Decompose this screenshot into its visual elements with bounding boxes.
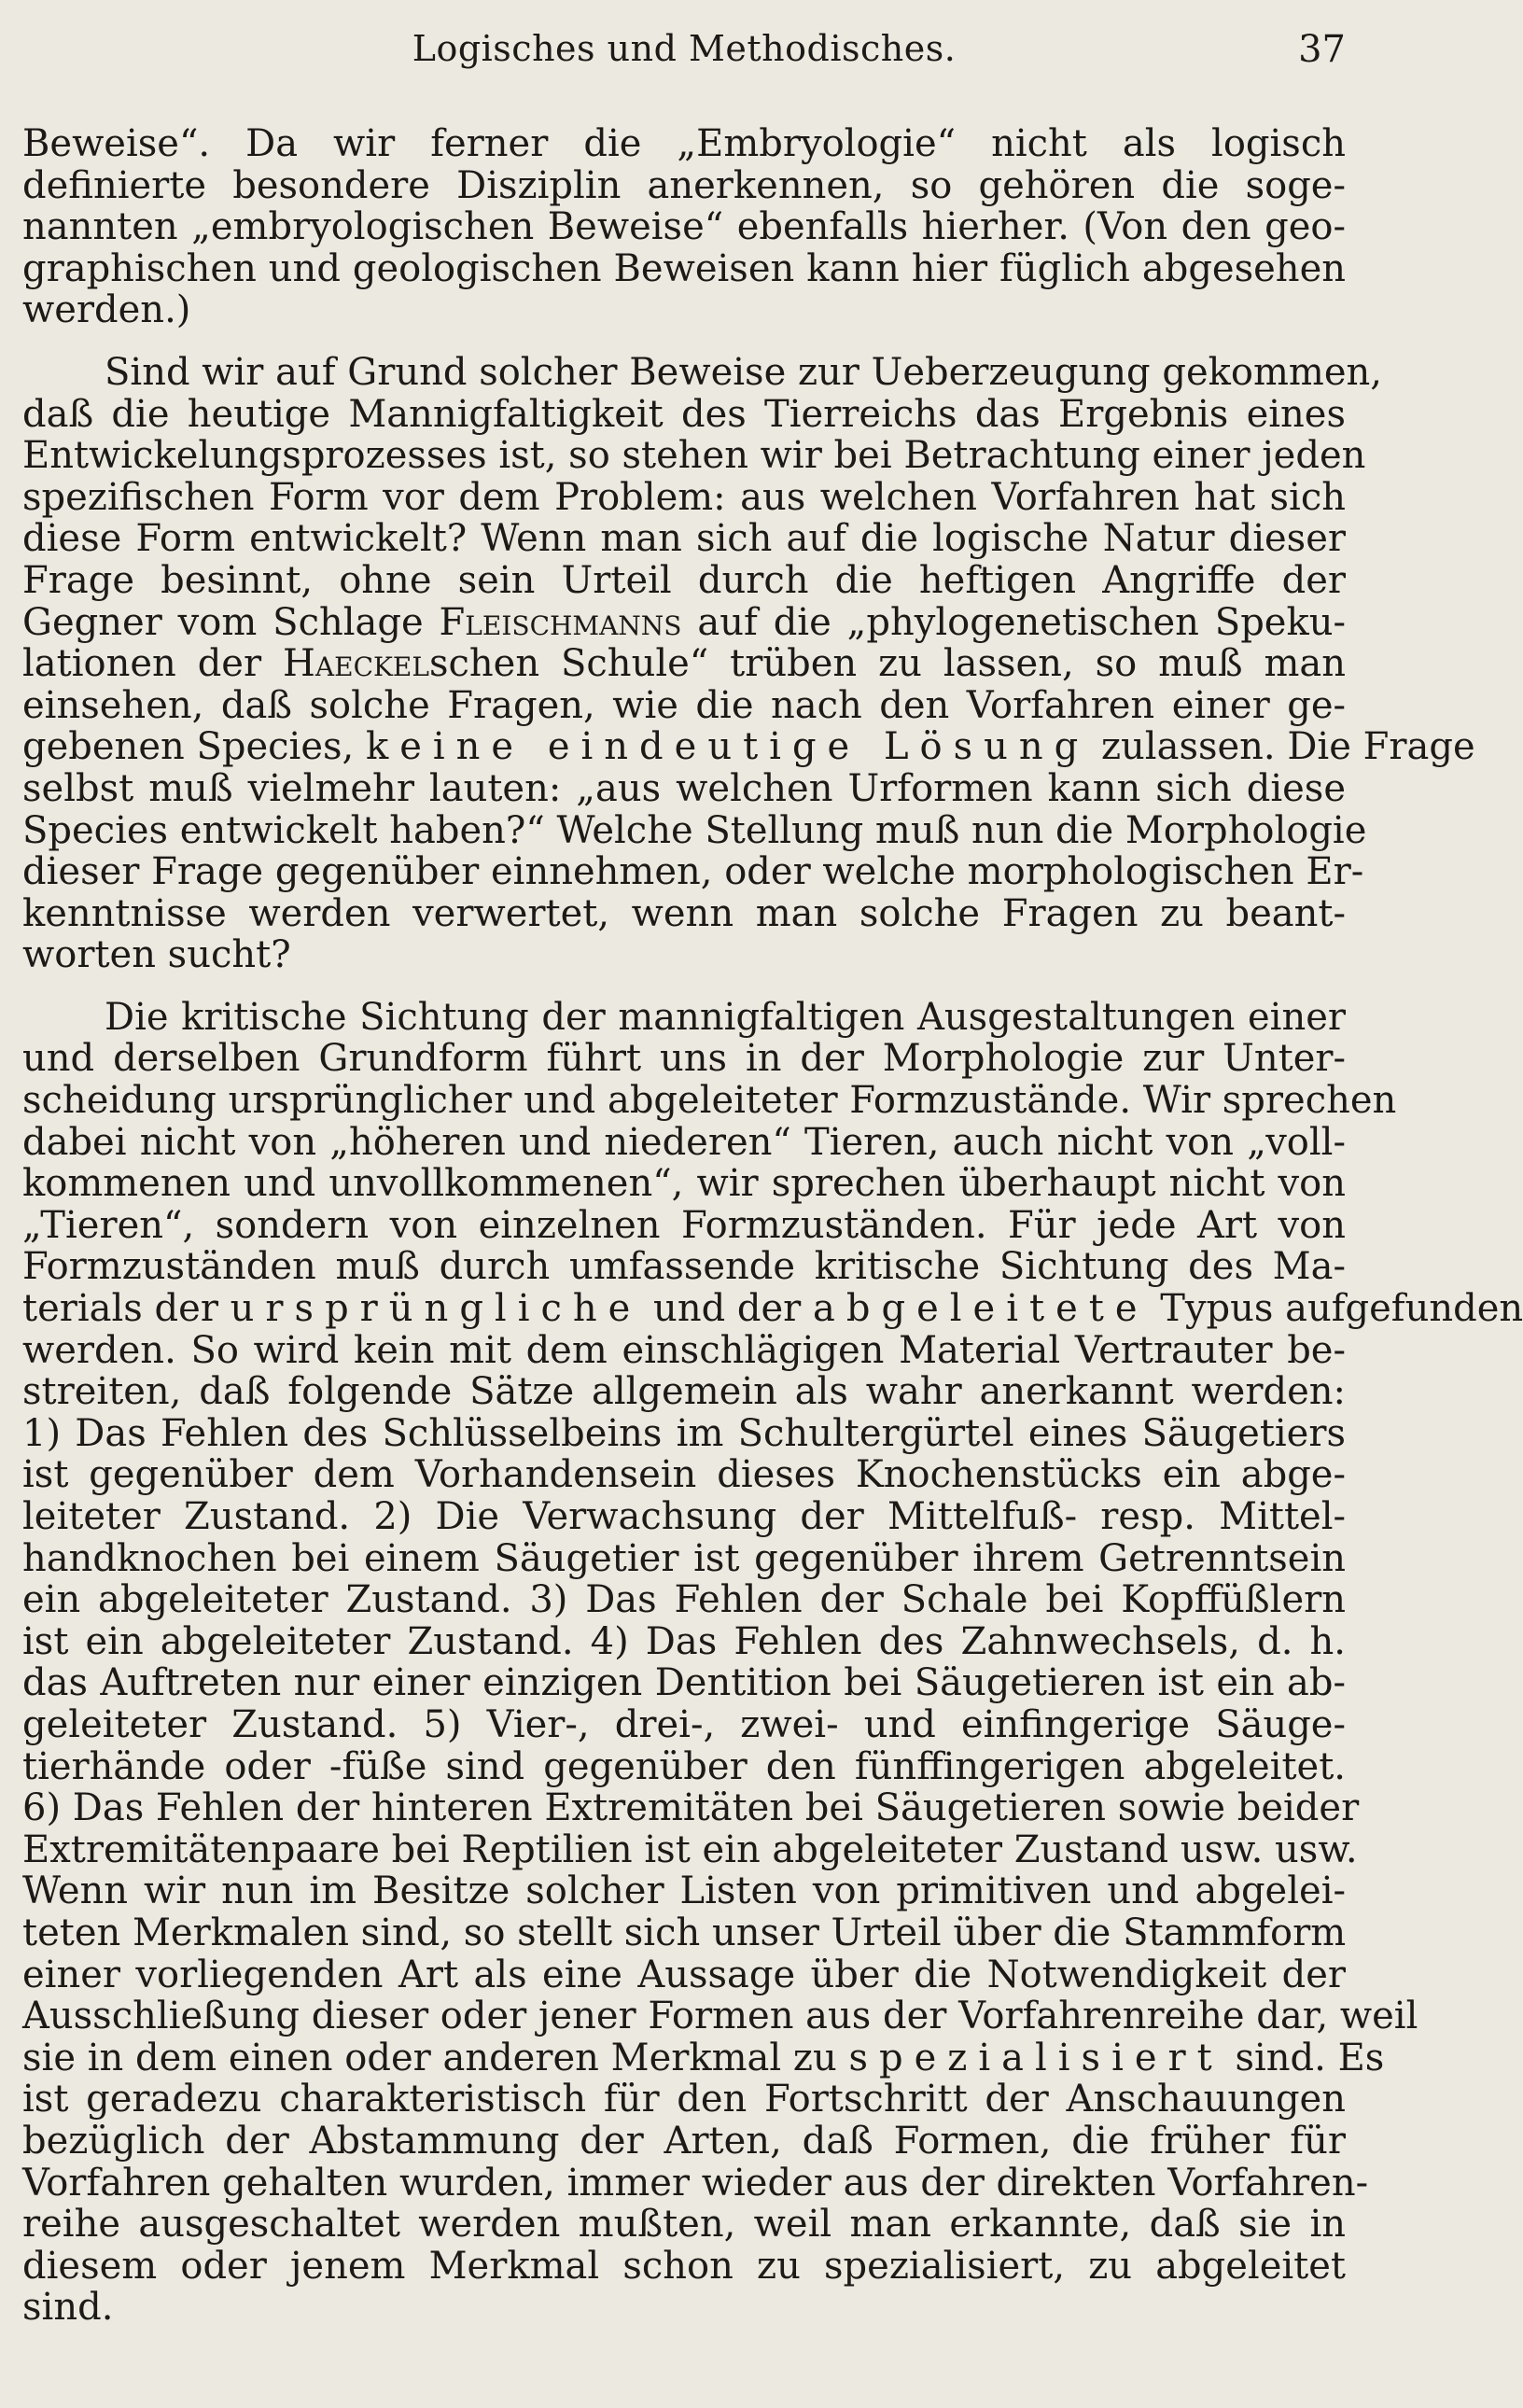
- text-line: ist ein abgeleiteter Zustand. 4) Das Fehlen des Zahnwechsels, d. h.: [22, 1619, 1346, 1663]
- text-line: graphischen und geologischen Beweisen kann hier füglich abgesehen: [22, 246, 1346, 290]
- text-line: Wenn wir nun im Besitze solcher Listen von primitiven und abgelei-: [22, 1869, 1346, 1913]
- text-line: dabei nicht von „höheren und niederen“ Tieren, auch nicht von „voll-: [22, 1120, 1346, 1164]
- text-line: Sind wir auf Grund solcher Beweise zur Ueberzeugung gekommen,: [105, 350, 1382, 394]
- text-line: einsehen, daß solche Fragen, wie die nach den Vorfahren einer ge-: [22, 683, 1346, 727]
- text-line: Formzuständen muß durch umfassende kritische Sichtung des Ma-: [22, 1245, 1346, 1289]
- text-line: ist geradezu charakteristisch für den Fortschritt der Anschauungen: [22, 2078, 1346, 2121]
- text-line: ist gegenüber dem Vorhandensein dieses Knochenstücks ein abge-: [22, 1453, 1346, 1497]
- paragraph: [22, 350, 1475, 977]
- text-line: nannten „embryologischen Beweise“ ebenfalls hierher. (Von den geo-: [22, 205, 1346, 249]
- text-line: kommenen und unvollkommenen“, wir sprechen überhaupt nicht von: [22, 1162, 1346, 1206]
- text-line: Entwickelungsprozesses ist, so stehen wir bei Betrachtung einer jeden: [22, 434, 1366, 478]
- page-number: 37: [1298, 28, 1346, 71]
- text-line: Beweise“. Da wir ferner die „Embryologie“ nicht als logisch: [22, 122, 1346, 165]
- text-line: diese Form entwickelt? Wenn man sich auf die logische Natur dieser: [22, 517, 1346, 561]
- text-line: Extremitätenpaare bei Reptilien ist ein abgeleiteter Zustand usw. usw.: [22, 1827, 1358, 1871]
- text-line: Gegner vom Schlage Fleischmanns auf die „phylogenetischen Speku-: [22, 600, 1346, 644]
- text-line: 6) Das Fehlen der hinteren Extremitäten bei Säugetieren sowie beider: [22, 1786, 1360, 1830]
- author-name: Haeckel: [283, 642, 429, 686]
- text-line: Die kritische Sichtung der mannigfaltigen Ausgestaltungen einer: [105, 995, 1346, 1039]
- text-line: dieser Frage gegenüber einnehmen, oder welche morphologischen Er-: [22, 850, 1364, 894]
- body-text: [22, 122, 1523, 2330]
- text-line: daß die heutige Mannigfaltigkeit des Tierreichs das Ergebnis eines: [22, 392, 1346, 436]
- author-name: Fleischmanns: [439, 600, 682, 644]
- text-line: terials der ursprüngliche und der abgeleitete Typus aufgefunden: [22, 1287, 1523, 1331]
- text-line: spezifischen Form vor dem Problem: aus welchen Vorfahren hat sich: [22, 475, 1346, 519]
- text-line: sie in dem einen oder anderen Merkmal zu spezialisiert sind. Es: [22, 2036, 1385, 2079]
- text-line: Frage besinnt, ohne sein Urteil durch die heftigen Angriffe der: [22, 558, 1346, 602]
- running-title: Logisches und Methodisches.: [412, 28, 957, 69]
- running-header: [22, 28, 1346, 84]
- text-line: „Tieren“, sondern von einzelnen Formzuständen. Für jede Art von: [22, 1203, 1346, 1247]
- text-line: ein abgeleiteter Zustand. 3) Das Fehlen der Schale bei Kopffüßlern: [22, 1578, 1346, 1622]
- paragraph: [22, 123, 1346, 331]
- text-line: bezüglich der Abstammung der Arten, daß Formen, die früher für: [22, 2119, 1346, 2163]
- paragraph: [22, 995, 1523, 2330]
- emphasized-text: abgeleitete: [813, 1287, 1149, 1331]
- text-line: sind.: [22, 2286, 114, 2330]
- text-line: das Auftreten nur einer einzigen Dentition bei Säugetieren ist ein ab-: [22, 1661, 1346, 1705]
- text-line: gebenen Species, keine eindeutige Lösung zulassen. Die Frage: [22, 725, 1475, 769]
- text-line: lationen der Haeckelschen Schule“ trüben zu lassen, so muß man: [22, 642, 1346, 686]
- text-line: definierte besondere Disziplin anerkennen, so gehören die soge-: [22, 163, 1346, 207]
- text-line: Species entwickelt haben?“ Welche Stellung muß nun die Morphologie: [22, 808, 1367, 852]
- text-line: Vorfahren gehalten wurden, immer wieder aus der direkten Vorfahren-: [22, 2161, 1369, 2205]
- text-line: Ausschließung dieser oder jener Formen aus der Vorfahrenreihe dar, weil: [22, 1995, 1418, 2038]
- text-line: werden.): [22, 288, 191, 332]
- text-line: reihe ausgeschaltet werden mußten, weil man erkannte, daß sie in: [22, 2203, 1346, 2247]
- text-line: einer vorliegenden Art als eine Aussage über die Notwendigkeit der: [22, 1953, 1346, 1996]
- text-line: teten Merkmalen sind, so stellt sich unser Urteil über die Stammform: [22, 1911, 1347, 1954]
- text-line: handknochen bei einem Säugetier ist gegenüber ihrem Getrenntsein: [22, 1536, 1346, 1580]
- emphasized-text: keine eindeutige Lösung: [365, 725, 1090, 769]
- text-line: und derselben Grundform führt uns in der Morphologie zur Unter-: [22, 1037, 1346, 1081]
- text-line: selbst muß vielmehr lauten: „aus welchen Urformen kann sich diese: [22, 766, 1346, 810]
- text-line: tierhände oder -füße sind gegenüber den fünffingerigen abgeleitet.: [22, 1744, 1346, 1788]
- text-line: worten sucht?: [22, 933, 291, 977]
- text-line: 1) Das Fehlen des Schlüsselbeins im Schultergürtel eines Säugetiers: [22, 1411, 1346, 1455]
- text-line: kenntnisse werden verwertet, wenn man solche Fragen zu beant-: [22, 891, 1346, 935]
- text-line: scheidung ursprünglicher und abgeleiteter Formzustände. Wir sprechen: [22, 1079, 1397, 1123]
- emphasized-text: ursprüngliche: [230, 1287, 642, 1331]
- text-line: leiteter Zustand. 2) Die Verwachsung der Mittelfuß- resp. Mittel-: [22, 1495, 1346, 1538]
- text-line: diesem oder jenem Merkmal schon zu spezialisiert, zu abgeleitet: [22, 2244, 1346, 2288]
- emphasized-text: spezialisiert: [848, 2036, 1223, 2079]
- text-line: geleiteter Zustand. 5) Vier-, drei-, zwei- und einfingerige Säuge-: [22, 1702, 1346, 1746]
- text-line: streiten, daß folgende Sätze allgemein als wahr anerkannt werden:: [22, 1370, 1346, 1414]
- text-line: werden. So wird kein mit dem einschlägigen Material Vertrauter be-: [22, 1328, 1346, 1372]
